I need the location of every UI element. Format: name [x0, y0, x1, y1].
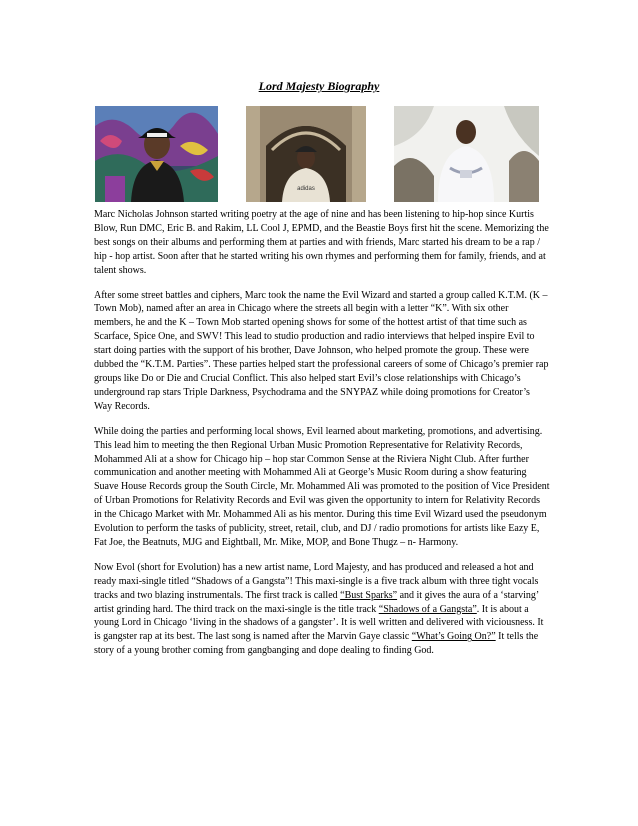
paragraph-text: . It is about a young Lord in Chicago ‘living in the shadows of a gangster’. It is well written and delivered with viciousness. It is gangster rap at its best. The last song is named after the Marvin Gaye classic	[94, 603, 544, 643]
paragraph-maxi-single	[94, 561, 550, 658]
track-link-whats-going-on: “What’s Going On?”	[411, 631, 496, 643]
track-link-shadows-of-a-gangsta: “Shadows of a Gangsta”	[378, 603, 477, 615]
paragraph-text: It tells the story of a young brother coming from gangbanging and dope dealing to finding God.	[94, 631, 539, 657]
biography-body	[94, 208, 550, 669]
track-link-bust-sparks: “Bust Sparks”	[340, 589, 398, 601]
photo-outdoor-tree	[394, 106, 539, 202]
paragraph-relativity: While doing the parties and performing local shows, Evil learned about marketing, promotions, and advertising. This lead him to meeting the then Regional Urban Music Promotion Representative for Relativity Records, Mohammed Ali at a show for Chicago hip – hop star Common Sense at the Riviera Night Club. After further communication and another meeting with Mohammed Ali at George’s Music Room during a show featuring Suave House Records group the South Circle, Mr. Mohammed Ali was promoted to the position of Vice President of Urban Promotions for Relativity Records and Evil was given the opportunity to intern for Relativity Records in the Chicago Market with Mr. Mohammed Ali as his mentor. During this time Evil Wizard used the pseudonym Evolution to perform the tasks of publicity, street, retail, club, and DJ / radio promotions for artists like Eazy E, Fat Joe, the Beatnuts, MJG and Eightball, Mr. Mike, MOP, and Bone Thugz – n- Harmony.	[94, 425, 550, 548]
paragraph-early-life: Marc Nicholas Johnson started writing poetry at the age of nine and has been listening to hip-hop since Kurtis Blow, Run DMC, Eric B. and Rakim, LL Cool J, EPMD, and the Beastie Boys first hit the scene. Memorizing the best songs on their albums and performing them at parties and with friends, Marc started his dream to be a rap / hip - hop artist. Soon after that he started writing his own rhymes and performing them for family, friends, and at talent shows.	[94, 209, 549, 276]
page-title: Lord Majesty Biography	[258, 79, 380, 93]
svg-text:adidas: adidas	[297, 186, 315, 192]
paragraph-text: and it gives the aura of a ‘starving’ artist grinding hard. The third track on the maxi-single is the title track	[94, 589, 539, 615]
photo-archway	[246, 106, 366, 202]
photo-graffiti-wall	[95, 106, 218, 202]
paragraph-text: Now Evol (short for Evolution) has a new artist name, Lord Majesty, and has produced and released a hot and ready maxi-single titled “Shadows of a Gangsta”! This maxi-single is a five track album with three tight vocals tracks and two blazing instrumentals. The first track is called	[94, 561, 539, 601]
paragraph-ktm: After some street battles and ciphers, Marc took the name the Evil Wizard and started a group called K.T.M. (K – Town Mob), named after an area in Chicago where the streets all begin with a letter “K”. With six other members, he and the K – Town Mob started opening shows for some of the hottest artist of that time such as Scarface, Spice One, and SWV! This lead to studio production and radio interviews that helped inspire Evil to start doing parties with the support of his brother, Dave Johnson, who helped promote the group. These were dubbed the “K.T.M. Parties”. These parties helped start the professional careers of some of Chicago’s premier rap groups like Do or Die and Crucial Conflict. This also helped start Evil’s close relationships with Chicago’s underground rap stars Triple Darkness, Psychodrama and the SNYPAZ while doing promotions for Creator’s Way Records.	[94, 289, 549, 412]
